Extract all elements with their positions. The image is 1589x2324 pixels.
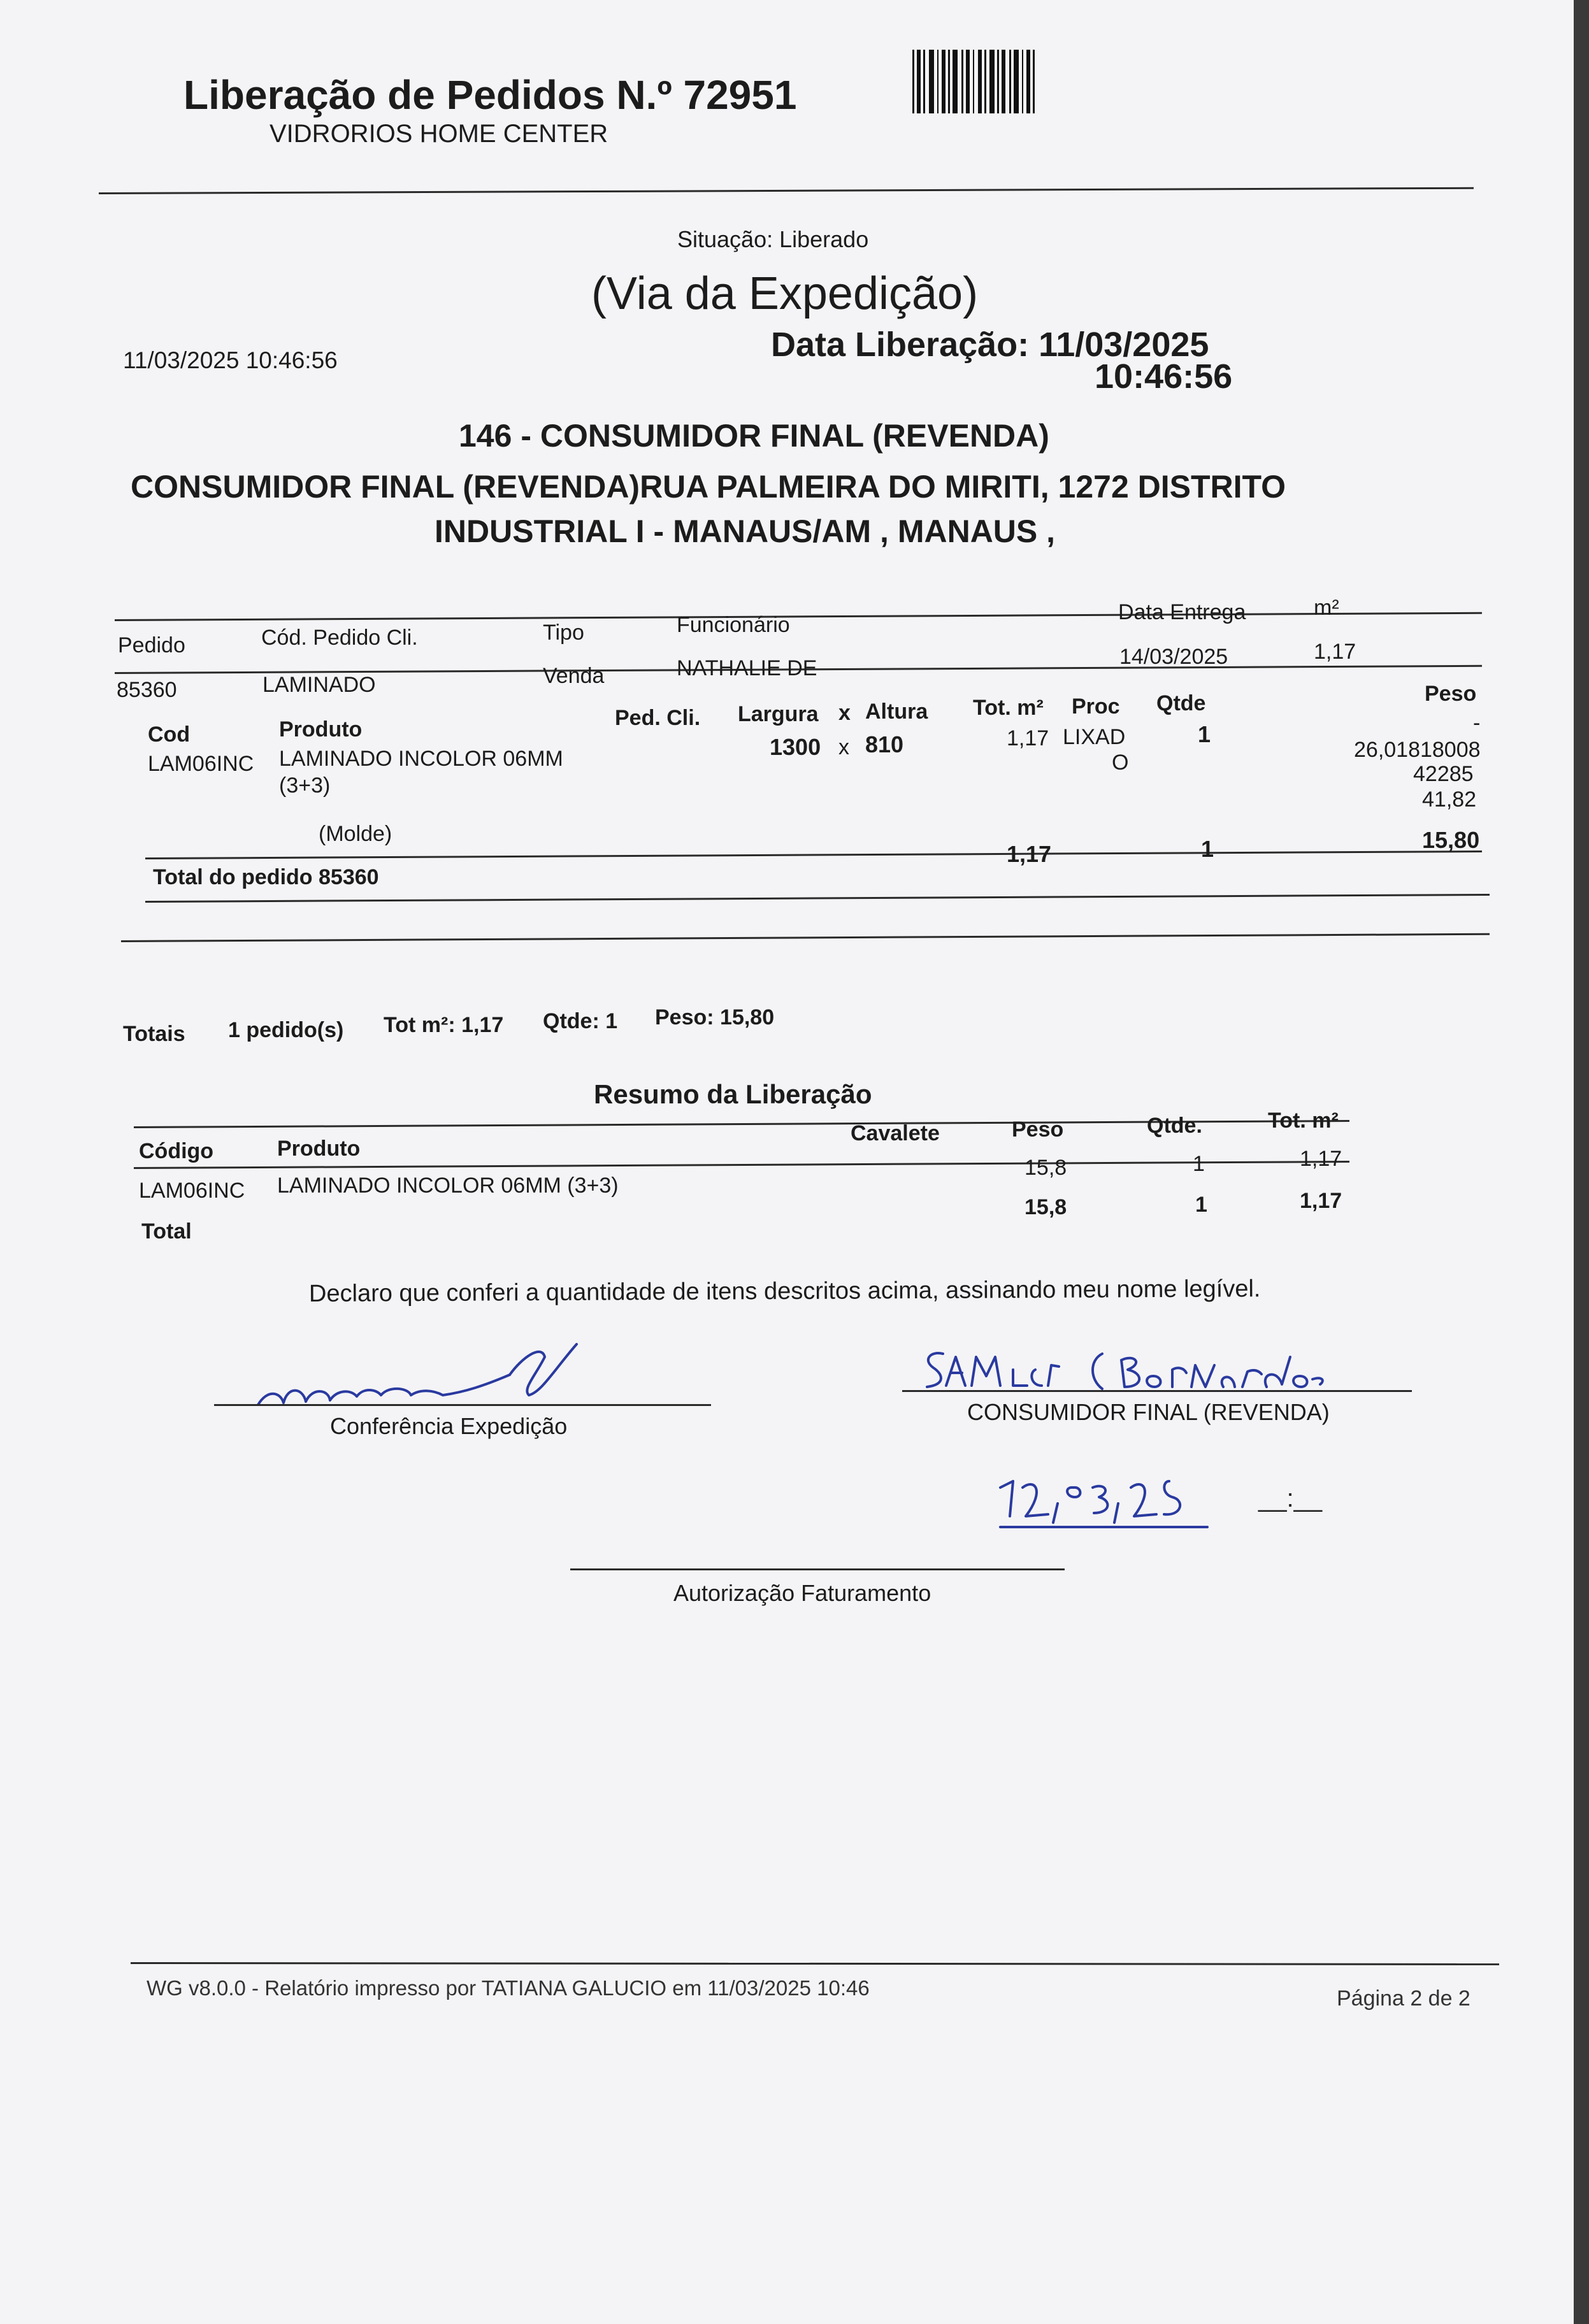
- totals-qtde: Qtde: 1: [543, 1009, 618, 1033]
- item-proc-line2: O: [1112, 750, 1129, 775]
- release-date: Data Liberação: 11/03/2025: [771, 326, 1209, 364]
- molde-label: (Molde): [319, 822, 392, 846]
- consumidor-label: CONSUMIDOR FINAL (REVENDA): [967, 1399, 1330, 1425]
- order-tipo: Venda: [543, 664, 605, 688]
- footer-page-number: Página 2 de 2: [1337, 1986, 1470, 2011]
- declaration-text: Declaro que conferi a quantidade de itens descritos acima, assinando meu nome legível.: [308, 1275, 1261, 1307]
- col-header-funcionario: Funcionário: [677, 613, 790, 637]
- order-table-top-rule: [115, 612, 1482, 621]
- customer-code-name: 146 - CONSUMIDOR FINAL (REVENDA): [459, 418, 1049, 454]
- autorizacao-label: Autorização Faturamento: [673, 1580, 931, 1606]
- summary-col-produto: Produto: [277, 1137, 361, 1161]
- footer-rule: [131, 1962, 1499, 1965]
- item-header-tot-m2: Tot. m²: [973, 696, 1044, 720]
- footer-printed-by: WG v8.0.0 - Relatório impresso por TATIANA GALUCIO em 11/03/2025 10:46: [147, 1976, 870, 2000]
- summary-header-rule: [134, 1161, 1349, 1169]
- item-peso-line2: 42285: [1413, 762, 1474, 786]
- item-produto-line2: (3+3): [279, 773, 331, 798]
- col-header-data-entrega: Data Entrega: [1118, 600, 1246, 624]
- print-timestamp: 11/03/2025 10:46:56: [123, 347, 338, 373]
- order-m2: 1,17: [1314, 640, 1356, 664]
- item-produto-line1: LAMINADO INCOLOR 06MM: [279, 747, 563, 771]
- consumidor-signature: [917, 1341, 1440, 1405]
- totals-peso: Peso: 15,80: [655, 1005, 775, 1029]
- company-name: VIDRORIOS HOME CENTER: [270, 120, 608, 148]
- col-header-tipo: Tipo: [543, 620, 584, 645]
- item-header-proc: Proc: [1072, 694, 1120, 719]
- item-header-cod: Cod: [148, 722, 191, 747]
- order-bottom-rule: [145, 894, 1490, 903]
- item-header-x: x: [838, 701, 851, 725]
- customer-address-line2: INDUSTRIAL I - MANAUS/AM , MANAUS ,: [435, 513, 1056, 549]
- col-header-pedido: Pedido: [118, 633, 185, 657]
- conferencia-signature: [255, 1331, 650, 1421]
- summary-peso: 15,8: [1025, 1156, 1067, 1180]
- col-header-m2: m²: [1314, 596, 1339, 620]
- item-header-ped-cli: Ped. Cli.: [615, 706, 701, 730]
- item-header-largura: Largura: [738, 702, 819, 726]
- summary-qtde: 1: [1193, 1152, 1205, 1176]
- col-header-cod-pedido-cli: Cód. Pedido Cli.: [261, 626, 418, 650]
- item-peso-dash: -: [1473, 711, 1481, 735]
- summary-col-peso: Peso: [1012, 1117, 1064, 1142]
- order-pedido: 85360: [117, 678, 177, 702]
- summary-total-tot-m2: 1,17: [1300, 1189, 1342, 1213]
- barcode: [912, 50, 1154, 113]
- totals-tot-m2: Tot m²: 1,17: [384, 1013, 504, 1037]
- summary-codigo: LAM06INC: [139, 1179, 245, 1203]
- item-largura: 1300: [770, 734, 821, 760]
- summary-tot-m2: 1,17: [1300, 1147, 1342, 1171]
- conferencia-line: [214, 1404, 711, 1406]
- order-total-qtde: 1: [1201, 836, 1214, 862]
- header-divider: [99, 187, 1474, 194]
- order-total-tot-m2: 1,17: [1007, 841, 1052, 867]
- item-peso-line3: 41,82: [1422, 787, 1477, 812]
- copy-type-title: (Via da Expedição): [591, 268, 979, 319]
- item-x: x: [838, 735, 849, 759]
- order-total-peso: 15,80: [1422, 827, 1480, 853]
- customer-address-line1: CONSUMIDOR FINAL (REVENDA)RUA PALMEIRA DO MIRITI, 1272 DISTRITO: [131, 469, 1286, 505]
- totals-label: Totais: [123, 1022, 185, 1046]
- summary-col-cavalete: Cavalete: [851, 1121, 940, 1145]
- document-title: Liberação de Pedidos N.º 72951: [183, 72, 797, 118]
- summary-total-label: Total: [141, 1219, 192, 1244]
- summary-produto: LAMINADO INCOLOR 06MM (3+3): [277, 1173, 619, 1198]
- item-qtde: 1: [1198, 721, 1211, 747]
- item-header-qtde: Qtde: [1156, 691, 1206, 715]
- summary-title: Resumo da Liberação: [594, 1079, 872, 1109]
- totals-pedidos: 1 pedido(s): [228, 1018, 344, 1042]
- summary-col-qtde: Qtde.: [1147, 1114, 1202, 1138]
- item-cod: LAM06INC: [148, 752, 254, 776]
- status-text: Situação: Liberado: [677, 226, 869, 252]
- order-total-label: Total do pedido 85360: [153, 865, 379, 889]
- consumidor-line: [902, 1390, 1412, 1392]
- item-peso-line1: 26,01818008: [1354, 738, 1481, 762]
- item-header-altura: Altura: [865, 699, 928, 724]
- summary-col-codigo: Código: [139, 1139, 214, 1163]
- conferencia-label: Conferência Expedição: [330, 1413, 568, 1439]
- order-cod-pedido-cli: LAMINADO: [262, 673, 376, 697]
- handwritten-date: [997, 1468, 1290, 1539]
- item-header-produto: Produto: [279, 717, 363, 742]
- order-data-entrega: 14/03/2025: [1119, 645, 1228, 669]
- time-blank: __:__: [1258, 1484, 1323, 1512]
- order-funcionario: NATHALIE DE: [677, 656, 817, 680]
- item-header-peso: Peso: [1425, 682, 1477, 706]
- item-altura: 810: [865, 731, 904, 757]
- autorizacao-line: [570, 1568, 1065, 1570]
- release-time: 10:46:56: [1095, 357, 1233, 396]
- section-divider: [121, 933, 1490, 942]
- summary-col-tot-m2: Tot. m²: [1268, 1108, 1339, 1133]
- order-total-rule: [145, 850, 1482, 859]
- summary-total-peso: 15,8: [1025, 1195, 1067, 1219]
- item-proc-line1: LIXAD: [1063, 725, 1126, 749]
- item-tot-m2: 1,17: [1007, 726, 1049, 750]
- summary-total-qtde: 1: [1195, 1193, 1207, 1217]
